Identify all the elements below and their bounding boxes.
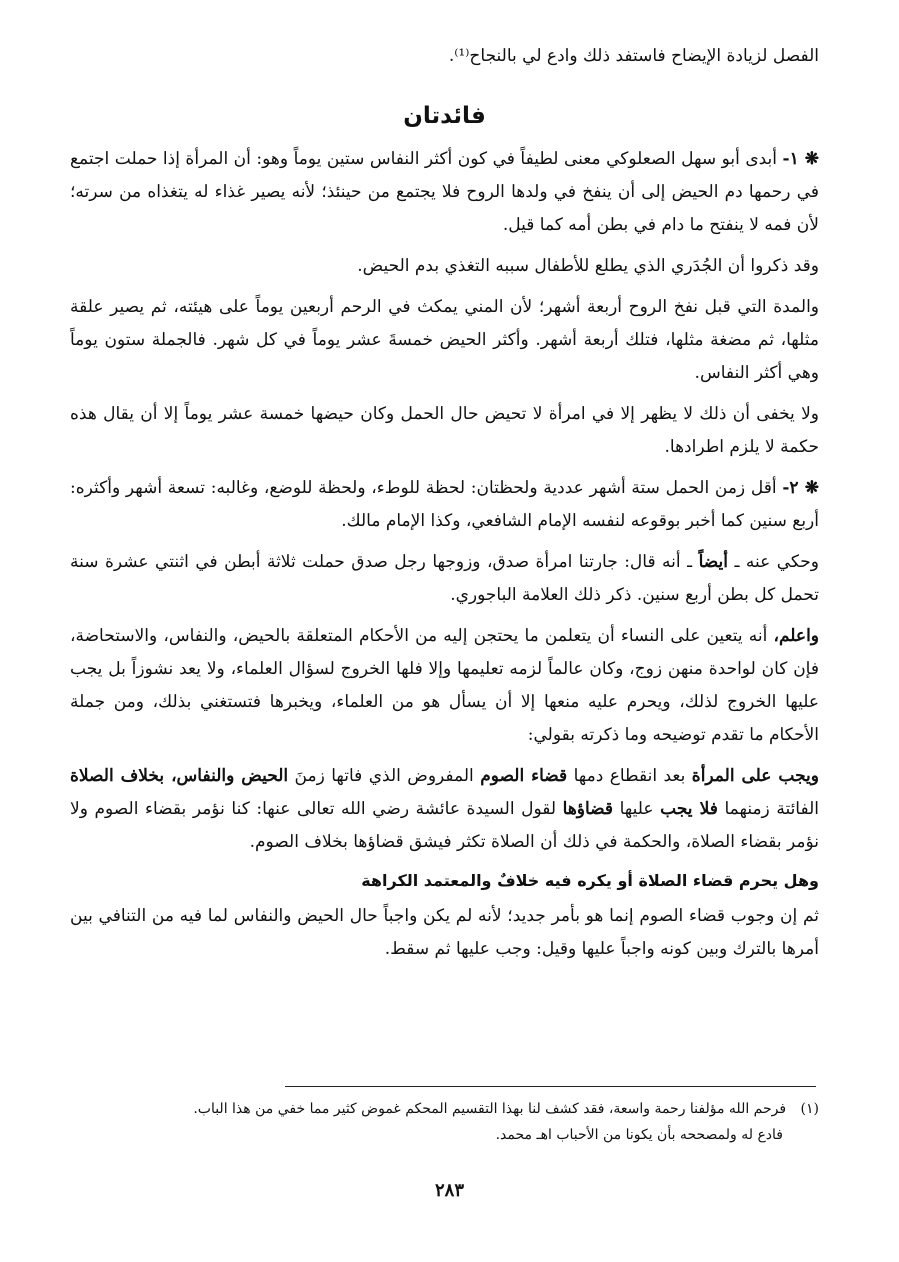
matn-5: قضاؤها <box>562 799 614 819</box>
subheading: وهل يحرم قضاء الصلاة أو يكره فيه خلافٌ والمعتمد الكراهة <box>361 871 819 890</box>
footnotes <box>70 1096 819 1148</box>
matn-3: الحيض والنفاس، بخلاف الصلاة <box>70 766 289 786</box>
paragraph-2: وقد ذكروا أن الجُدَري الذي يطلع للأطفال سببه التغذي بدم الحيض. <box>357 256 819 276</box>
paragraph-6-start: وحكي عنه ـ <box>734 552 820 572</box>
paragraph-1 <box>70 143 819 242</box>
paragraph-6 <box>70 546 819 612</box>
section-title: فائدتان <box>403 103 486 129</box>
paragraph-7-bold: واعلم، <box>773 626 820 646</box>
paragraph-9: ثم إن وجوب قضاء الصوم إنما هو بأمر جديد؛ لأنه لم يكن واجباً حال الحيض والنفاس لما فيه من التنافي بين أمرها بالترك وبين كونه واجباً عليها وقيل: وجب عليها ثم سقط. <box>70 906 819 959</box>
paragraph-4: ولا يخفى أن ذلك لا يظهر إلا في امرأة لا تحيض حال الحمل وكان حيضها خمسة عشر يوماً إلا أن يقال هذه حكمة لا يلزم اطرادها. <box>70 404 819 457</box>
footnote-text-1: فرحم الله مؤلفنا رحمة واسعة، فقد كشف لنا بهذا التقسيم المحكم غموض كثير مما خفي من هذا الباب. <box>193 1101 787 1117</box>
footnote-divider <box>285 1086 816 1087</box>
paragraph-8 <box>70 760 819 859</box>
footnote-line-1 <box>70 1096 819 1122</box>
bullet-marker-1: ❋ ١- <box>782 149 820 169</box>
paragraph-7 <box>70 620 819 752</box>
bullet-marker-2: ❋ ٢- <box>782 478 819 498</box>
continuation-line: الفصل لزيادة الإيضاح فاستفد ذلك وادع لي بالنجاح⁽¹⁾. <box>448 46 819 66</box>
sharh-2: المفروض الذي فاتها زمنَ <box>294 766 474 786</box>
paragraph-1-text: أبدى أبو سهل الصعلوكي معنى لطيفاً في كون أكثر النفاس ستين يوماً وهو: أن المرأة إذا حملت اجتمع في رحمها دم الحيض إلى أن ينفخ في ولدها الروح فلا يجتمع من حينئذ؛ لأنه يصير غذاء له يتغذاه من سرته؛ لأن فمه لا ينفتح ما دام في بطن أمه كما قيل. <box>70 149 819 235</box>
matn-4: فلا يجب <box>660 799 718 819</box>
sharh-3: الفائتة زمنهما <box>724 799 819 819</box>
sharh-5: لقول السيدة عائشة رضي الله تعالى عنها: كنا نؤمر بقضاء الصوم ولا نؤمر بقضاء الصلاة، والحكمة في ذلك أن الصلاة تكثر فيشق قضاؤها بخلاف الصوم. <box>70 799 819 852</box>
page-body <box>70 40 819 974</box>
sharh-1: بعد انقطاع دمها <box>573 766 686 786</box>
matn-2: قضاء الصوم <box>480 766 568 786</box>
paragraph-6-rest: ـ أنه قال: جارتنا امرأة صدق، وزوجها رجل صدق حملت ثلاثة أبطن في اثنتي عشرة سنة تحمل كل بطن أربع سنين. ذكر ذلك العلامة الباجوري. <box>70 552 819 605</box>
sharh-4: عليها <box>619 799 654 819</box>
page-number: ٢٨٣ <box>434 1180 464 1201</box>
paragraph-6-bold: أيضاً <box>698 552 728 572</box>
paragraph-5 <box>70 472 819 538</box>
footnote-line-2: فادع له ولمصححه بأن يكونا من الأحباب اهـ محمد. <box>495 1127 783 1143</box>
footnote-number: (١) <box>800 1101 819 1117</box>
paragraph-7-rest: أنه يتعين على النساء أن يتعلمن ما يحتجن إليه من الأحكام المتعلقة بالحيض، والنفاس، والاستحاضة، فإن كان لواحدة منهن زوج، وكان عالماً لزمه تعليمها وإلا فلها الخروج لسؤال العلماء، ولا يعد نشوزاً بل يجب عليها الخروج لذلك، ويحرم عليه منعها إلا أن يسأل هو من العلماء، ويخبرها فتستغني بذلك، ومن جملة الأحكام ما تقدم توضيحه وما ذكرته بقولي: <box>70 626 819 745</box>
paragraph-3: والمدة التي قبل نفخ الروح أربعة أشهر؛ لأن المني يمكث في الرحم أربعين يوماً على هيئته، ثم يصير علقة مثلها، ثم مضغة مثلها، فتلك أربعة أشهر. وأكثر الحيض خمسةَ عشر يوماً في كل شهر. فالجملة ستون يوماً وهي أكثر النفاس. <box>70 297 819 383</box>
paragraph-5-text: أقل زمن الحمل ستة أشهر عددية ولحظتان: لحظة للوطء، ولحظة للوضع، وغالبه: تسعة أشهر وأكثره: أربع سنين كما أخبر بوقوعه لنفسه الإمام الشافعي، وكذا الإمام مالك. <box>70 478 819 531</box>
matn-1: ويجب على المرأة <box>691 766 819 786</box>
